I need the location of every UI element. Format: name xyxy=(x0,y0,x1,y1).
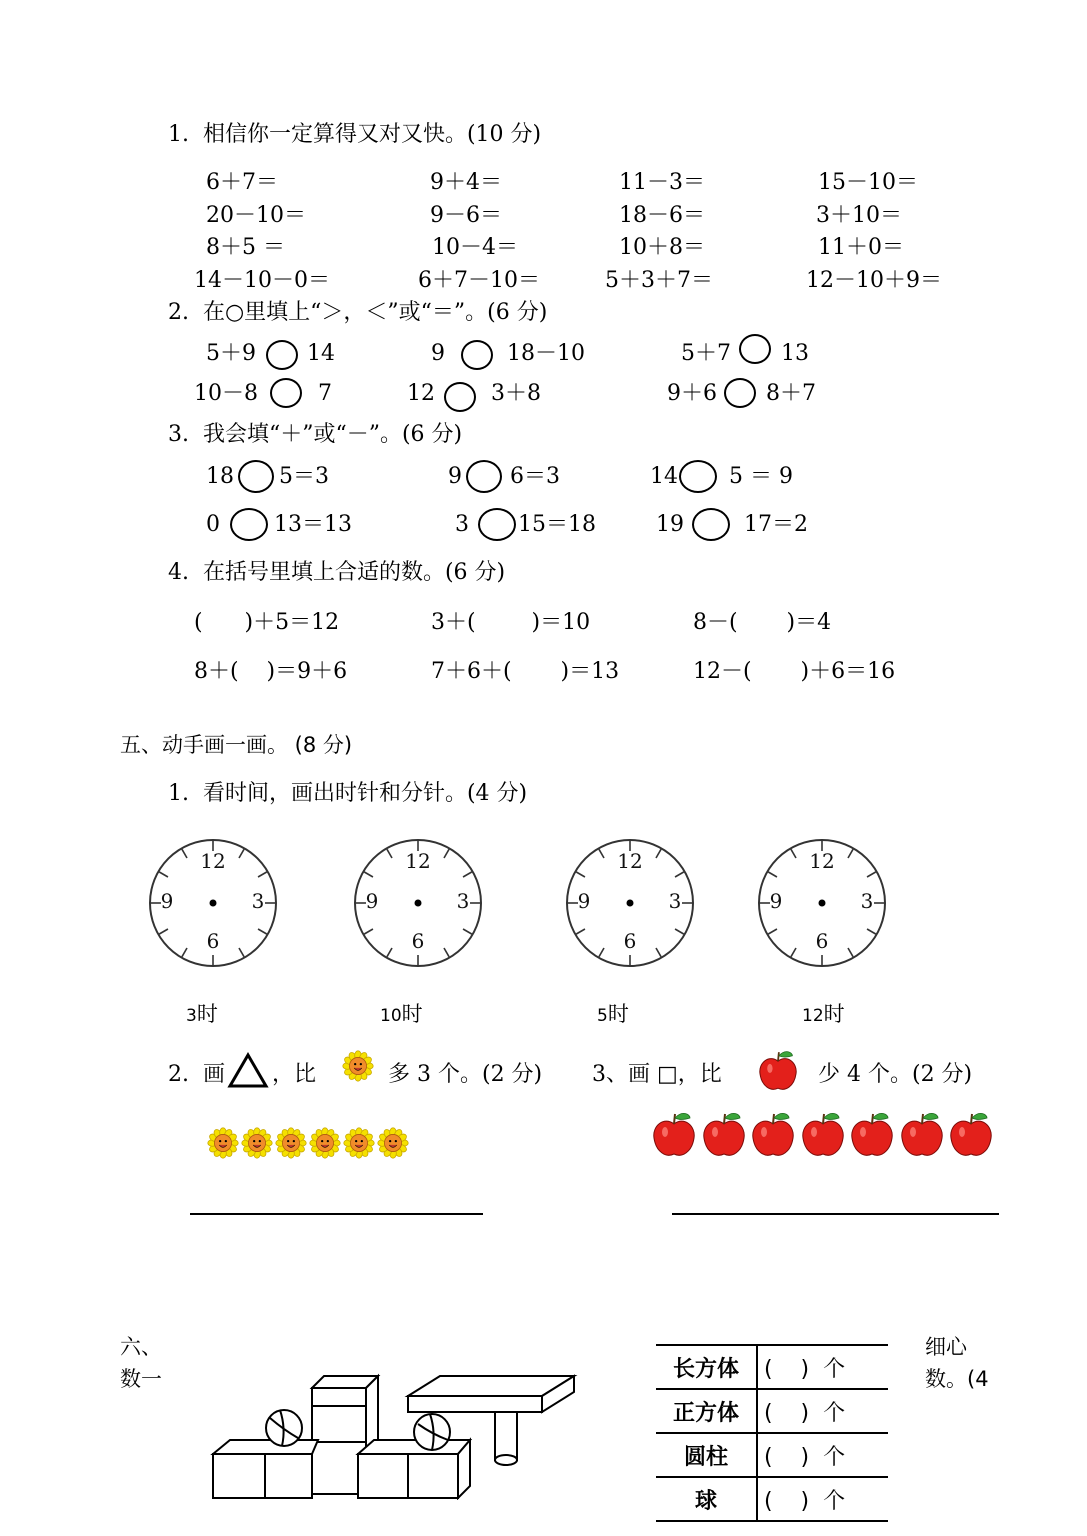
q3-right: 5 ＝ 9 xyxy=(729,464,793,489)
table-row xyxy=(656,1389,888,1433)
count-blank[interactable]: ( ) 个 xyxy=(757,1345,888,1389)
q1-cell: 6＋7＝ xyxy=(206,170,278,195)
apple-icon xyxy=(756,1048,800,1094)
sunflower-row xyxy=(205,1125,425,1163)
clock-number: 9 xyxy=(365,889,379,913)
q2-left: 5＋7 xyxy=(681,341,731,366)
q3-left: 18 xyxy=(206,464,234,489)
table-row xyxy=(656,1433,888,1477)
shape-name: 长方体 xyxy=(656,1345,757,1389)
answer-circle[interactable] xyxy=(238,460,274,493)
q2-left: 12 xyxy=(407,381,435,406)
q2-right: 7 xyxy=(318,381,332,406)
apple-icon xyxy=(848,1108,896,1162)
q3-right: 5＝3 xyxy=(279,464,329,489)
sunflower-icon xyxy=(340,1048,376,1084)
q2-left: 9 xyxy=(431,341,445,366)
clock-face[interactable] xyxy=(351,836,485,970)
clock-number: 3 xyxy=(860,889,874,913)
q3-right: 17＝2 xyxy=(744,512,808,537)
q3-left: 19 xyxy=(656,512,684,537)
clock-number: 6 xyxy=(623,929,637,953)
table-row xyxy=(656,1345,888,1389)
apple-icon xyxy=(799,1108,847,1162)
apple-icon xyxy=(700,1108,748,1162)
clock-number: 12 xyxy=(405,849,431,873)
apple-icon xyxy=(749,1108,797,1162)
q3-title: 3. 我会填“＋”或“－”。(6 分) xyxy=(168,422,463,447)
q2-right: 3＋8 xyxy=(491,381,541,406)
clock-label: 3时 xyxy=(186,1002,218,1026)
section6-title-left: 数一 xyxy=(120,1367,162,1391)
apple-icon xyxy=(947,1108,995,1162)
sunflower-icon xyxy=(341,1125,377,1161)
q3-right: 6＝3 xyxy=(510,464,560,489)
count-blank[interactable]: ( ) 个 xyxy=(757,1477,888,1521)
q2-right: 14 xyxy=(307,341,335,366)
q3-left: 3 xyxy=(455,512,469,537)
q3-right: 13＝13 xyxy=(274,512,352,537)
q4-item[interactable]: 7＋6＋( )＝13 xyxy=(431,659,620,684)
answer-circle[interactable] xyxy=(679,460,717,493)
clock-number: 6 xyxy=(411,929,425,953)
q2-right: 8＋7 xyxy=(766,381,816,406)
clock-number: 3 xyxy=(668,889,682,913)
clock-number: 12 xyxy=(200,849,226,873)
answer-circle[interactable] xyxy=(692,508,730,541)
shape-count-table xyxy=(656,1344,888,1522)
q1-cell: 14－10－0＝ xyxy=(194,268,330,293)
section6-title-right: 细心 xyxy=(925,1335,967,1359)
clock-number: 12 xyxy=(809,849,835,873)
q1-cell: 10＋8＝ xyxy=(619,235,705,260)
clock-number: 9 xyxy=(577,889,591,913)
triangle-icon xyxy=(227,1052,269,1088)
apple-row xyxy=(650,1108,1000,1162)
answer-circle[interactable] xyxy=(466,460,502,493)
q5-3-prefix: 3、画 □，比 xyxy=(592,1062,722,1087)
q3-left: 0 xyxy=(206,512,220,537)
apple-icon xyxy=(650,1108,698,1162)
q4-item[interactable]: 8－( )＝4 xyxy=(693,610,832,635)
table-row xyxy=(656,1477,888,1521)
q4-item[interactable]: 12－( )＋6＝16 xyxy=(693,659,896,684)
clock-number: 9 xyxy=(160,889,174,913)
q2-title: 2. 在○里填上“＞，＜”或“＝”。(6 分) xyxy=(168,300,548,325)
sunflower-icon xyxy=(307,1125,343,1161)
shape-name: 球 xyxy=(656,1477,757,1521)
q1-cell: 8＋5 ＝ xyxy=(206,235,285,260)
count-blank[interactable]: ( ) 个 xyxy=(757,1389,888,1433)
clock-label: 10时 xyxy=(380,1002,423,1026)
clock-number: 9 xyxy=(769,889,783,913)
clock-number: 12 xyxy=(617,849,643,873)
shape-name: 正方体 xyxy=(656,1389,757,1433)
q1-cell: 6＋7－10＝ xyxy=(418,268,540,293)
answer-line[interactable] xyxy=(190,1213,483,1215)
block-shapes-picture xyxy=(208,1370,580,1500)
q5-2-mid: ，比 xyxy=(272,1062,317,1087)
apple-icon xyxy=(898,1108,946,1162)
q2-left: 10－8 xyxy=(194,381,258,406)
clock-face[interactable] xyxy=(563,836,697,970)
sunflower-icon xyxy=(239,1125,275,1161)
q5-2-suffix: 多 3 个。(2 分) xyxy=(388,1062,543,1087)
q2-left: 9＋6 xyxy=(667,381,717,406)
answer-circle[interactable] xyxy=(724,378,756,408)
answer-circle[interactable] xyxy=(444,382,476,412)
shape-name: 圆柱 xyxy=(656,1433,757,1477)
answer-line[interactable] xyxy=(672,1213,999,1215)
q3-right: 15＝18 xyxy=(518,512,596,537)
q4-item[interactable]: 3＋( )＝10 xyxy=(431,610,591,635)
section6-title-left: 六、 xyxy=(120,1335,162,1359)
q1-cell: 20－10＝ xyxy=(206,203,306,228)
q1-cell: 11－3＝ xyxy=(619,170,705,195)
clock-number: 3 xyxy=(456,889,470,913)
q2-left: 5＋9 xyxy=(206,341,256,366)
section6-title-right: 数。(4 xyxy=(925,1367,989,1391)
q3-left: 9 xyxy=(448,464,462,489)
q2-right: 13 xyxy=(781,341,809,366)
answer-circle[interactable] xyxy=(739,334,771,364)
answer-circle[interactable] xyxy=(478,508,516,541)
answer-circle[interactable] xyxy=(270,378,302,408)
clock-label: 5时 xyxy=(597,1002,629,1026)
sunflower-icon xyxy=(375,1125,411,1161)
section5-title: 五、动手画一画。 (8 分) xyxy=(120,733,353,757)
q1-cell: 11＋0＝ xyxy=(818,235,904,260)
answer-circle[interactable] xyxy=(266,340,298,370)
q1-cell: 18－6＝ xyxy=(619,203,705,228)
q5-3-suffix: 少 4 个。(2 分) xyxy=(818,1062,973,1087)
q4-item[interactable]: 8＋( )＝9＋6 xyxy=(194,659,348,684)
q1-cell: 9－6＝ xyxy=(430,203,502,228)
clock-number: 3 xyxy=(251,889,265,913)
q1-cell: 10－4＝ xyxy=(432,235,518,260)
q4-title: 4. 在括号里填上合适的数。(6 分) xyxy=(168,560,506,585)
clock-number: 6 xyxy=(206,929,220,953)
clock-face[interactable] xyxy=(146,836,280,970)
q1-cell: 3＋10＝ xyxy=(816,203,902,228)
q1-cell: 5＋3＋7＝ xyxy=(605,268,713,293)
q1-title: 1. 相信你一定算得又对又快。(10 分) xyxy=(168,122,542,147)
clock-face[interactable] xyxy=(755,836,889,970)
clock-number: 6 xyxy=(815,929,829,953)
q1-cell: 15－10＝ xyxy=(818,170,918,195)
answer-circle[interactable] xyxy=(461,340,493,370)
sunflower-icon xyxy=(205,1125,241,1161)
count-blank[interactable]: ( ) 个 xyxy=(757,1433,888,1477)
q1-cell: 12－10＋9＝ xyxy=(806,268,942,293)
q2-right: 18－10 xyxy=(507,341,585,366)
q5-2-prefix: 2. 画 xyxy=(168,1062,225,1087)
clock-label: 12时 xyxy=(802,1002,845,1026)
q4-item[interactable]: ( )＋5＝12 xyxy=(194,610,340,635)
section5-q1-title: 1. 看时间，画出时针和分针。(4 分) xyxy=(168,781,528,806)
answer-circle[interactable] xyxy=(230,508,268,541)
q1-cell: 9＋4＝ xyxy=(430,170,502,195)
sunflower-icon xyxy=(273,1125,309,1161)
q3-left: 14 xyxy=(650,464,678,489)
